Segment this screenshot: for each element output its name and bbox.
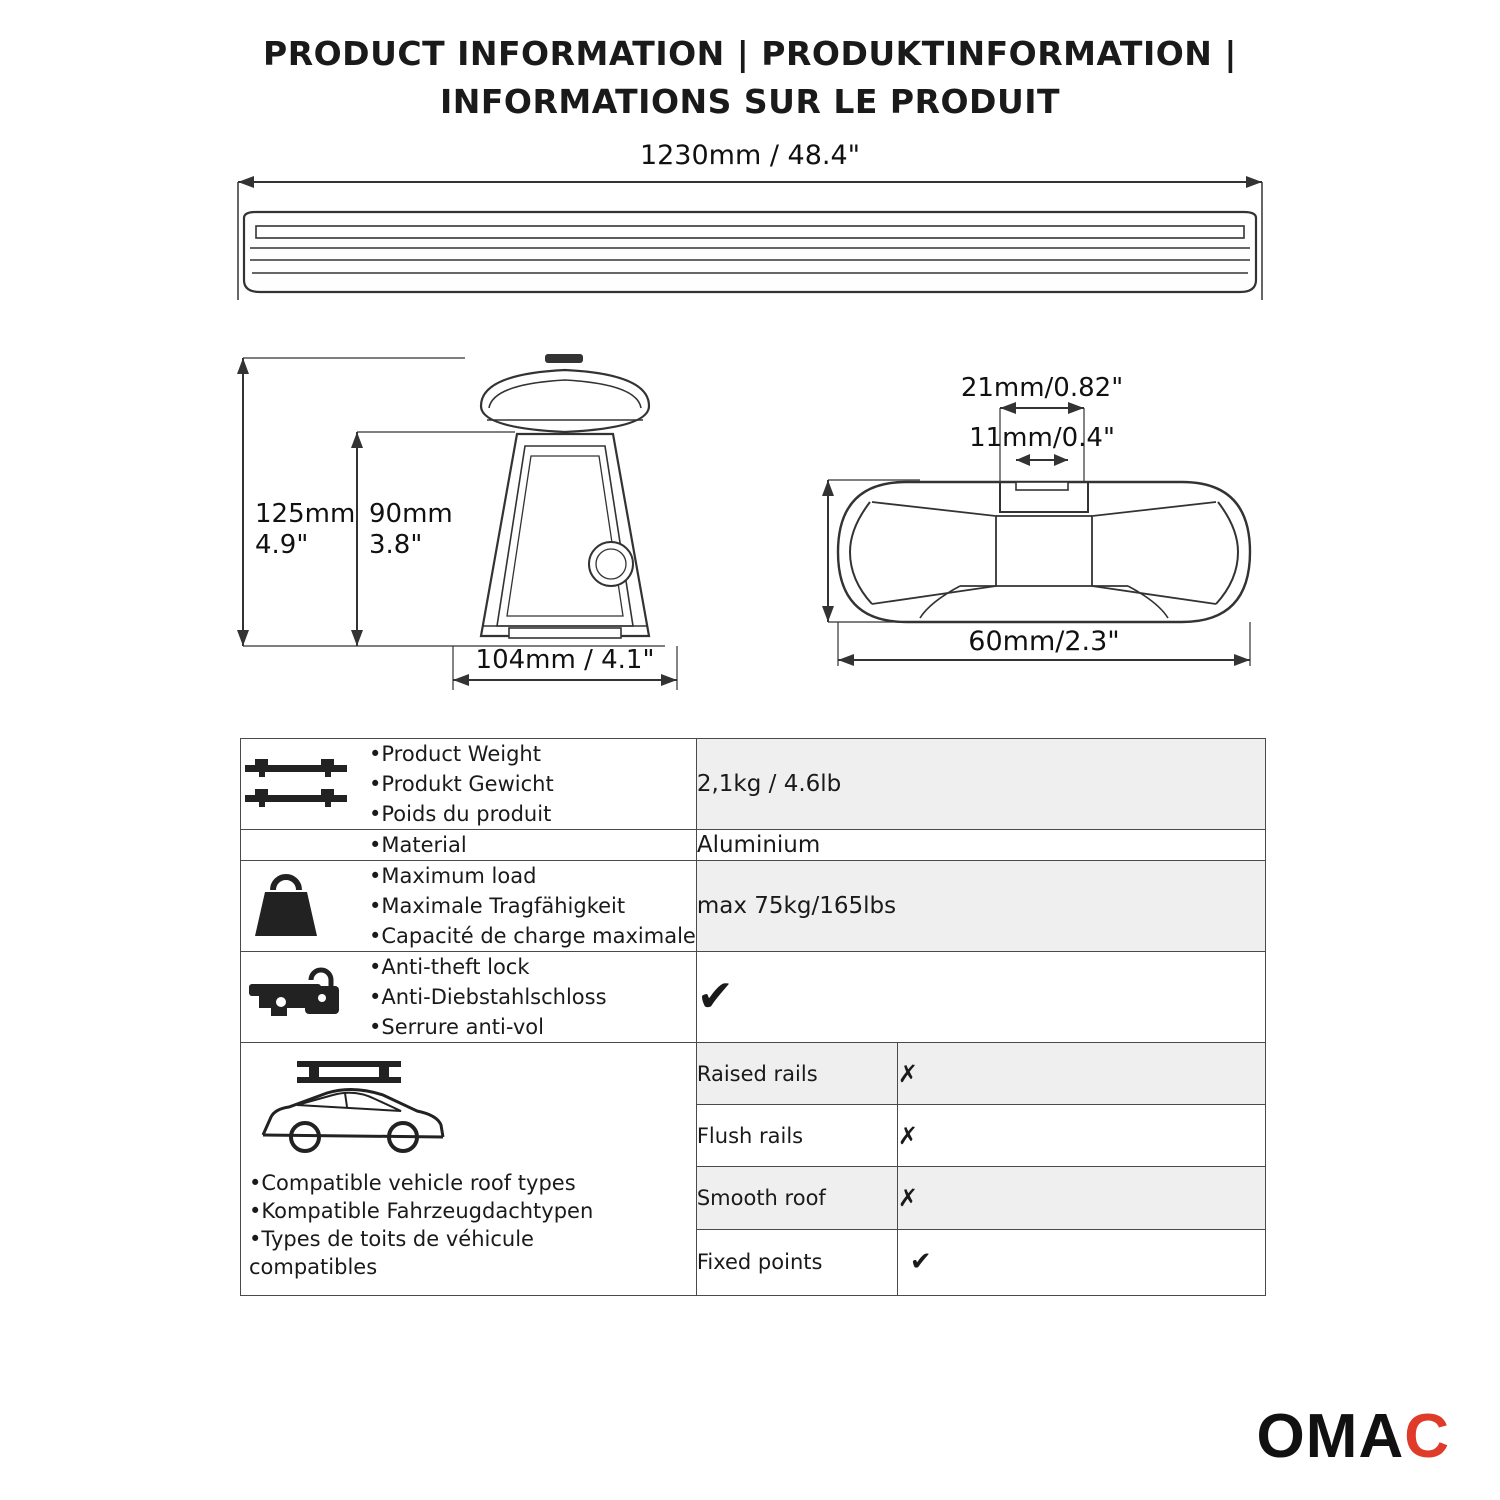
roof-type-value: ✗ <box>897 1105 1265 1167</box>
logo-letter-a: A <box>1358 1402 1405 1471</box>
row-label-fr: •Serrure anti-vol <box>369 1015 544 1039</box>
roof-type-name: Smooth roof <box>696 1167 897 1229</box>
table-row <box>241 739 1266 830</box>
row-label-de: •Maximale Tragfähigkeit <box>369 894 626 918</box>
foot-side-view-drawing <box>225 350 705 710</box>
roof-type-value: ✔ <box>897 1229 1265 1295</box>
lock-icon <box>241 962 361 1032</box>
length-label: 1230mm / 48.4" <box>639 140 861 171</box>
slot-inner-label: 11mm/0.4" <box>969 423 1115 453</box>
row-label-cell <box>241 739 697 830</box>
weight-icon <box>241 870 361 942</box>
row-label-en: •Anti-theft lock <box>369 955 530 979</box>
roof-type-name: Raised rails <box>696 1043 897 1105</box>
table-row <box>241 861 1266 952</box>
row-label-cell <box>241 830 697 861</box>
roof-types-label-de: •Kompatible Fahrzeugdachtypen <box>249 1199 594 1223</box>
crossbar-icon <box>241 751 361 817</box>
roof-types-label-en: •Compatible vehicle roof types <box>249 1171 576 1195</box>
row-label-cell <box>241 952 697 1043</box>
foot-width-label: 104mm / 4.1" <box>475 645 655 675</box>
row-value-check: ✔ <box>696 952 1265 1043</box>
roof-type-name: Fixed points <box>696 1229 897 1295</box>
roof-types-label-cell <box>241 1043 697 1296</box>
logo-letter-c: C <box>1404 1402 1450 1471</box>
bar-profile-drawing <box>810 360 1280 690</box>
row-label-cell <box>241 861 697 952</box>
table-row-roof-types <box>241 1043 1266 1105</box>
crossbar-length-drawing <box>230 140 1270 320</box>
car-with-rack-icon <box>241 1043 696 1163</box>
row-value: 2,1kg / 4.6lb <box>696 739 1265 830</box>
logo-letter-m: M <box>1305 1402 1359 1471</box>
roof-type-value: ✗ <box>897 1167 1265 1229</box>
roof-type-name: Flush rails <box>696 1105 897 1167</box>
height-total-inch-label: 4.9" <box>255 530 309 560</box>
height-total-label: 125mm <box>255 499 356 529</box>
bar-width-label: 60mm/2.3" <box>968 626 1120 657</box>
height-inner-label: 90mm <box>369 499 453 529</box>
row-label-en: •Maximum load <box>369 864 537 888</box>
roof-type-value: ✗ <box>897 1043 1265 1105</box>
slot-outer-label: 21mm/0.82" <box>960 373 1124 403</box>
height-inner-inch-label: 3.8" <box>369 530 423 560</box>
row-label-fr: •Poids du produit <box>369 802 552 826</box>
page-title <box>0 30 1500 126</box>
row-value: max 75kg/165lbs <box>696 861 1265 952</box>
logo-letter-o: O <box>1256 1402 1306 1471</box>
row-label-en: •Product Weight <box>369 742 541 766</box>
row-label-en: •Material <box>369 833 467 857</box>
page-title-line-1: PRODUCT INFORMATION | PRODUKTINFORMATION | <box>263 34 1237 73</box>
spec-table <box>240 738 1266 1296</box>
table-row <box>241 952 1266 1043</box>
row-label-fr: •Capacité de charge maximale <box>369 924 696 948</box>
page-title-line-2: INFORMATIONS SUR LE PRODUIT <box>439 82 1061 121</box>
omac-logo <box>1257 1401 1450 1472</box>
row-value: Aluminium <box>696 830 1265 861</box>
roof-types-label-fr: •Types de toits de véhicule compatibles <box>249 1227 534 1279</box>
table-row <box>241 830 1266 861</box>
row-label-de: •Anti-Diebstahlschloss <box>369 985 607 1009</box>
row-label-de: •Produkt Gewicht <box>369 772 554 796</box>
